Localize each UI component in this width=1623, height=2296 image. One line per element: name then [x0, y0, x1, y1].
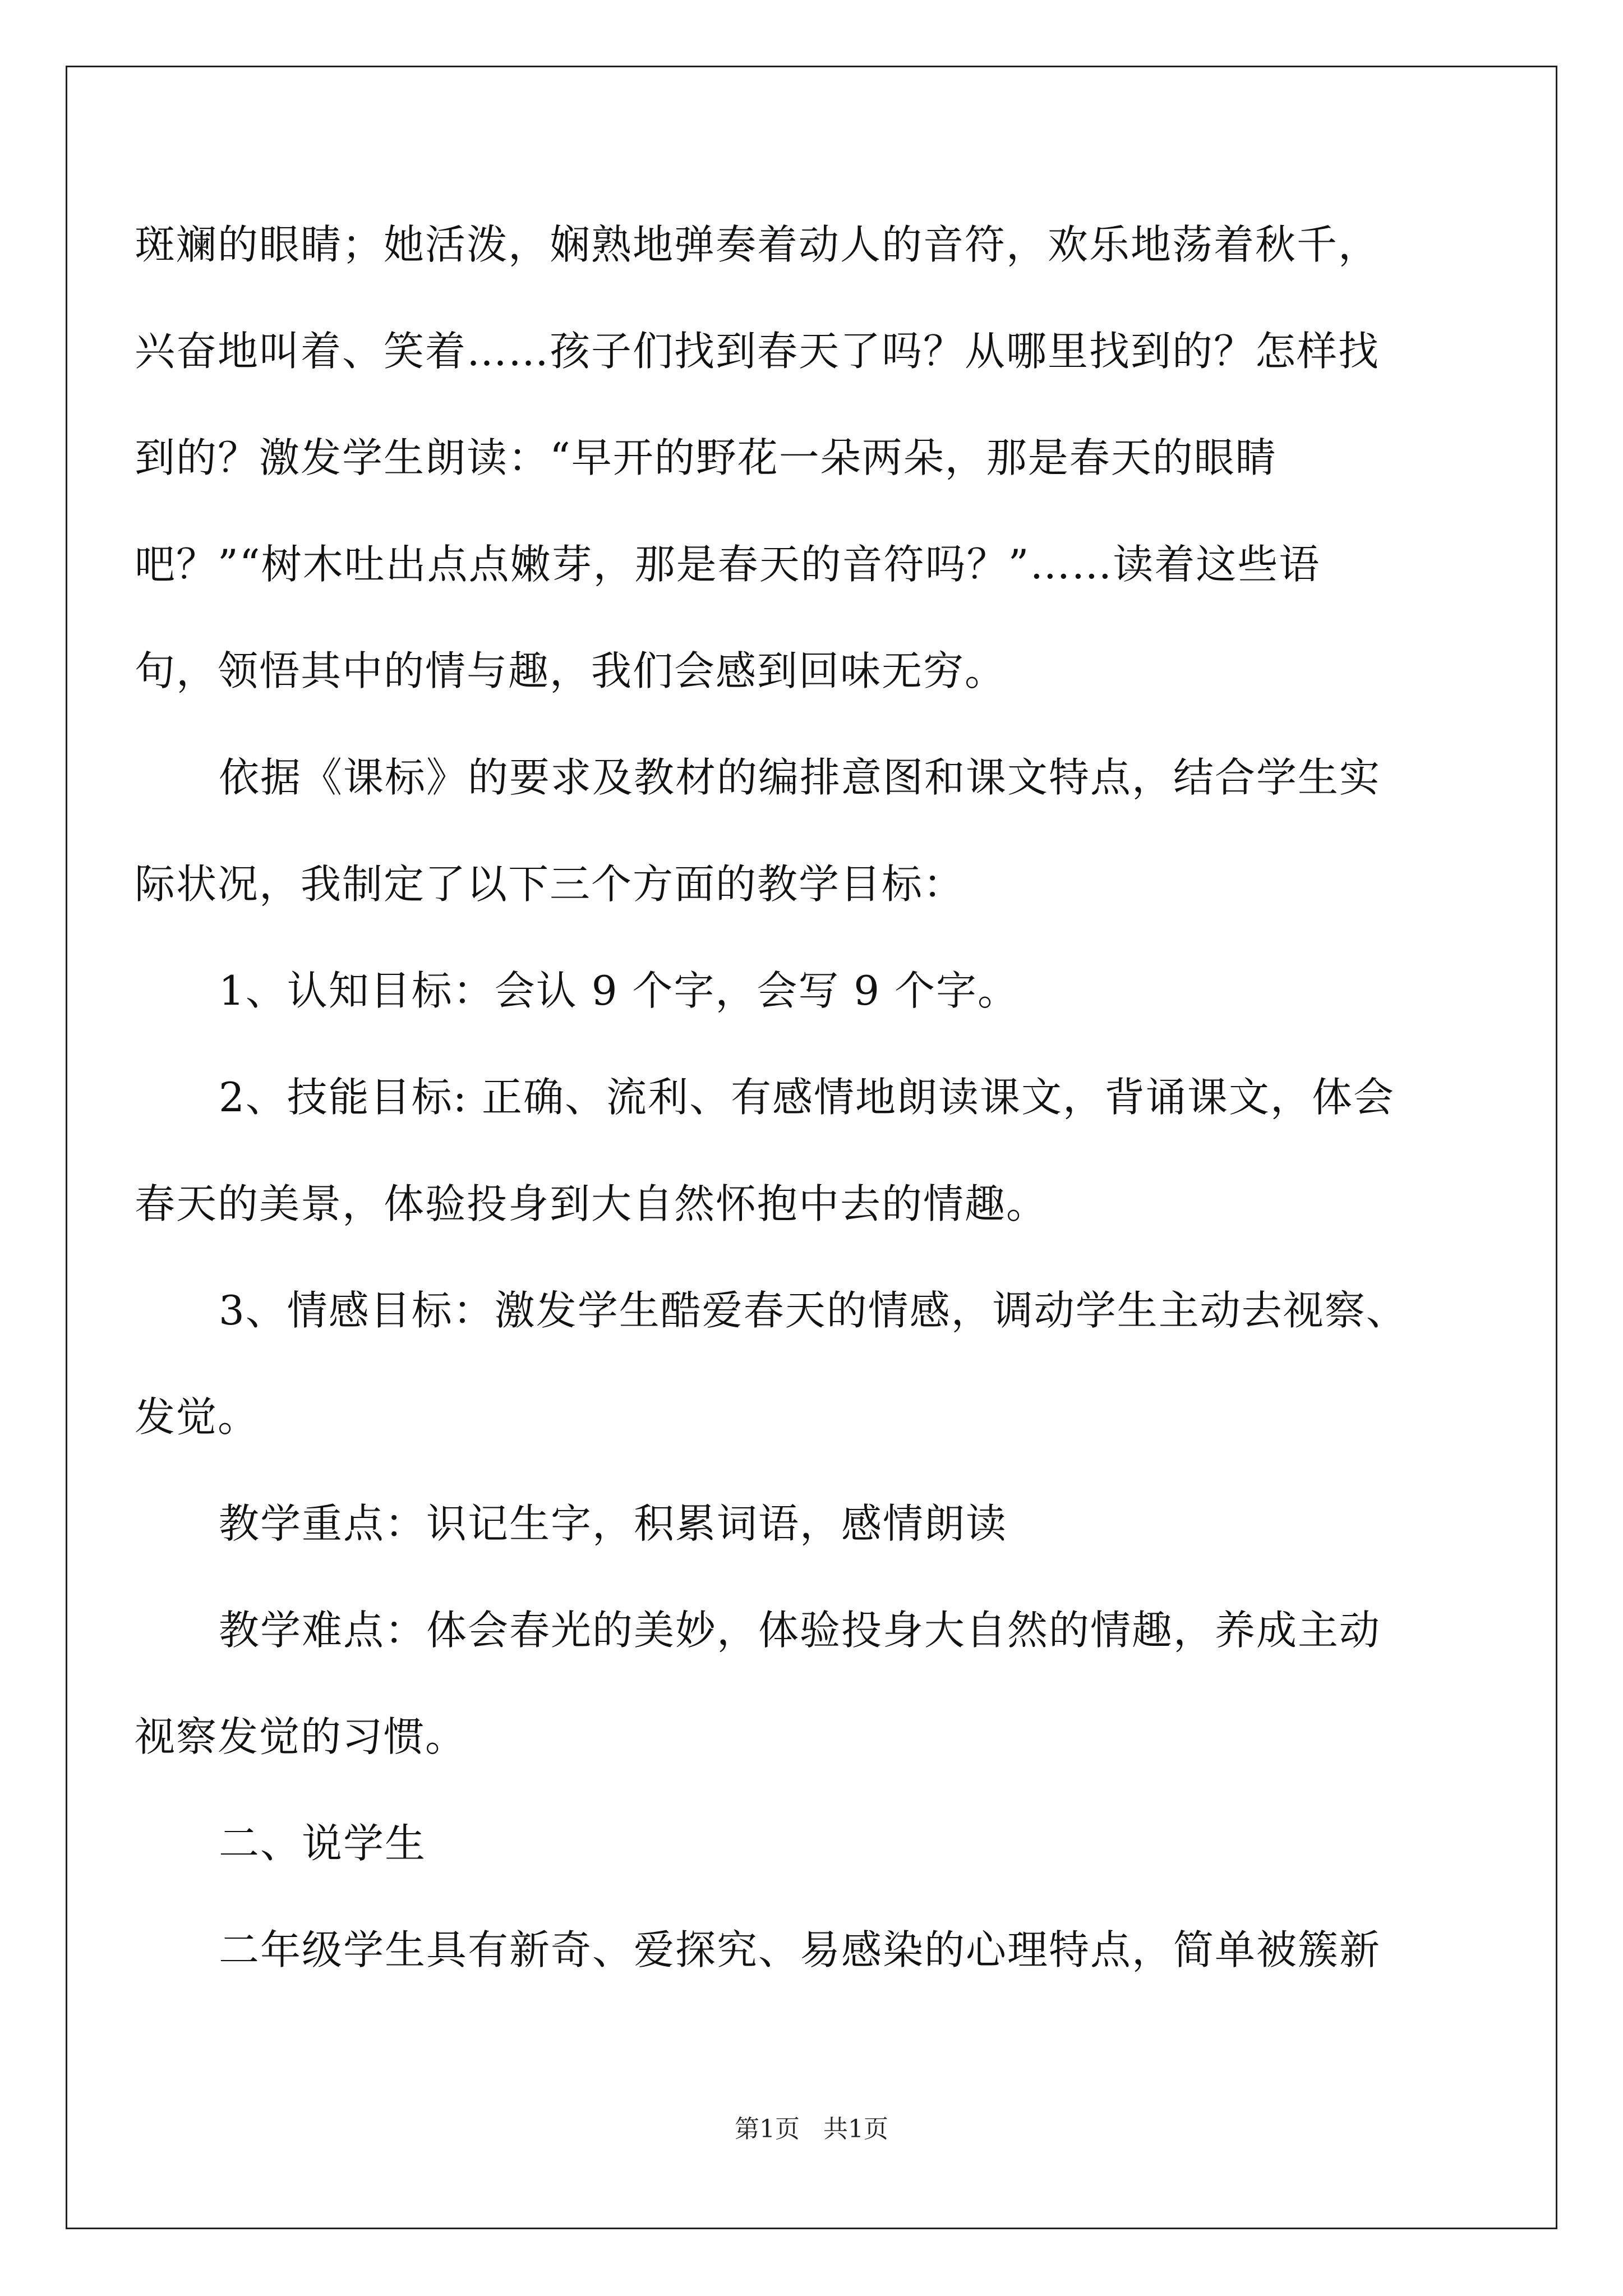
text-line: 视察发觉的习惯。 — [135, 1713, 467, 1760]
paragraph-start: 依据《课标》的要求及教材的编排意图和课文特点，结合学生实 — [219, 754, 1381, 801]
difficult-point: 教学难点：体会春光的美妙，体验投身大自然的情趣，养成主动 — [219, 1607, 1381, 1654]
goal-item-2: 2、技能目标: 正确、流利、有感情地朗读课文，背诵课文，体会 — [219, 1074, 1395, 1121]
goal-item-3: 3、情感目标：激发学生酷爱春天的情感，调动学生主动去视察、 — [219, 1287, 1408, 1334]
page-number: 第1页 — [735, 2115, 800, 2143]
text-line: 兴奋地叫着、笑着……孩子们找到春天了吗？从哪里找到的？怎样找 — [135, 328, 1380, 375]
text-line: 吧？”“树木吐出点点嫩芽，那是春天的音符吗？”……读着这些语 — [135, 541, 1321, 588]
text-line: 际状况，我制定了以下三个方面的教学目标： — [135, 861, 965, 908]
goal-item-1: 1、认知目标：会认 9 个字，会写 9 个字。 — [219, 967, 1019, 1014]
text-line: 句，领悟其中的情与趣，我们会感到回味无穷。 — [135, 647, 1007, 694]
text-line: 到的？激发学生朗读：“早开的野花一朵两朵，那是春天的眼睛 — [135, 434, 1277, 481]
page-footer — [0, 2113, 1623, 2146]
key-point: 教学重点：识记生字，积累词语，感情朗读 — [219, 1500, 1008, 1547]
text-line: 春天的美景，体验投身到大自然怀抱中去的情趣。 — [135, 1180, 1048, 1227]
page-border — [66, 66, 1557, 2229]
paragraph-start: 二年级学生具有新奇、爱探究、易感染的心理特点，简单被簇新 — [219, 1926, 1381, 1973]
text-line: 发觉。 — [135, 1393, 260, 1441]
text-line: 斑斓的眼睛；她活泼，娴熟地弹奏着动人的音符，欢乐地荡着秋千， — [135, 221, 1380, 268]
page-total: 共1页 — [823, 2115, 888, 2143]
section-heading: 二、说学生 — [219, 1820, 427, 1867]
